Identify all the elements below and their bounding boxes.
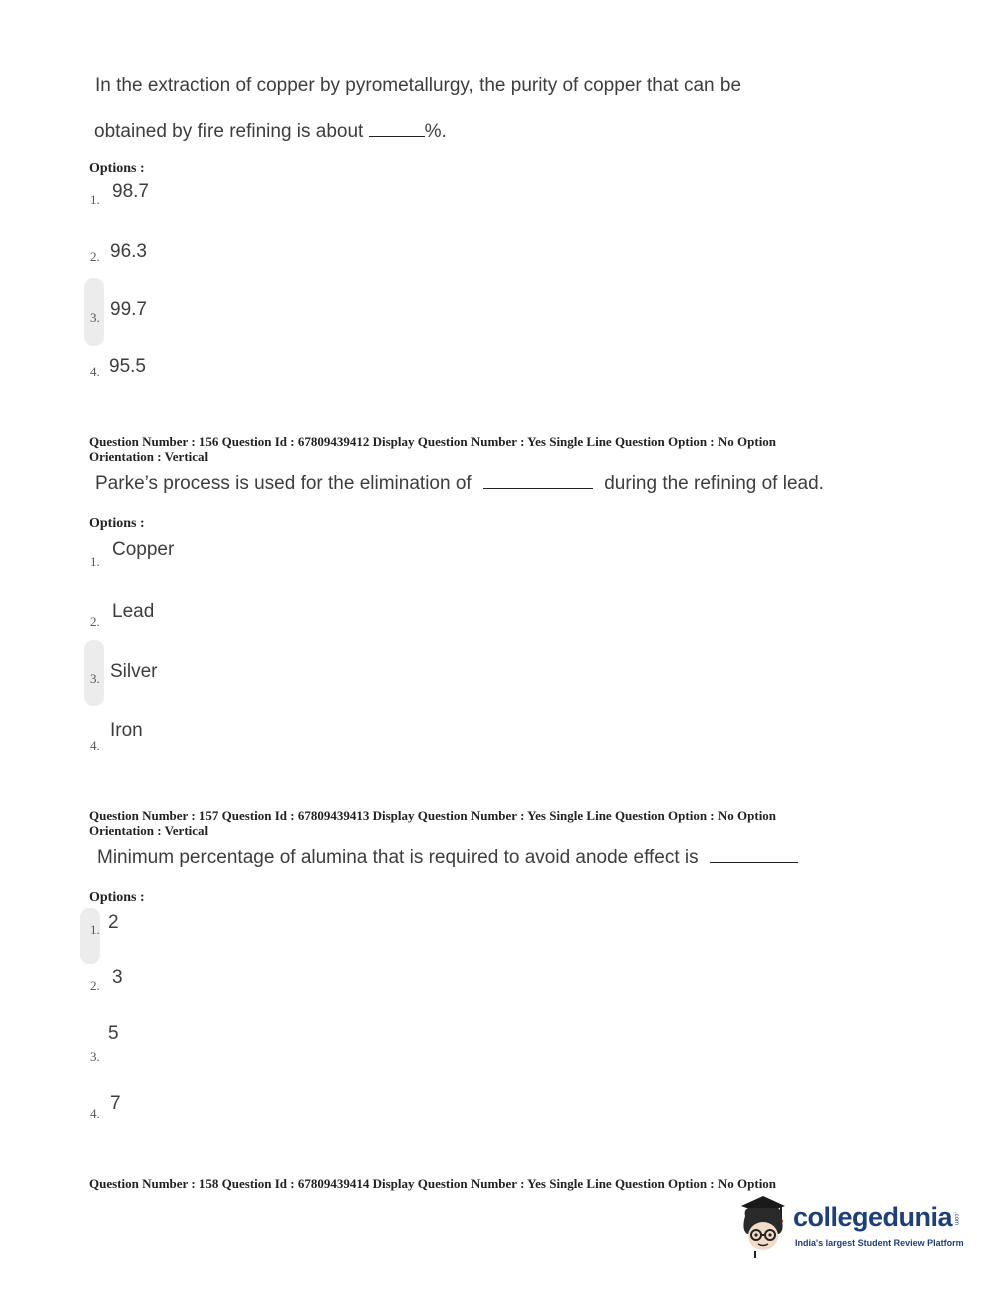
question-meta (89, 808, 776, 838)
option-value[interactable]: 7 (110, 1093, 121, 1114)
logo-tagline: India's largest Student Review Platform (795, 1238, 964, 1248)
option-value[interactable]: 96.3 (110, 241, 147, 262)
answer-blank (483, 487, 593, 489)
option-value[interactable]: 5 (108, 1023, 119, 1044)
question-meta-line: Orientation : Vertical (89, 823, 209, 838)
option-number: 4. (90, 364, 100, 379)
option-value[interactable]: Copper (112, 539, 175, 560)
question-text-line: In the extraction of copper by pyrometallurgy, the purity of copper that can be (95, 75, 742, 96)
option-number: 1. (90, 922, 100, 937)
option-number: 4. (90, 1106, 100, 1121)
question-text-fragment: lead. (782, 473, 824, 494)
question-text-fragment: during the refining of (604, 473, 778, 494)
option-number: 3. (90, 1049, 100, 1064)
option-number: 2. (90, 978, 100, 993)
option-value[interactable]: 99.7 (110, 299, 147, 320)
option-number: 2. (90, 614, 100, 629)
question-meta-line: Question Number : 158 Question Id : 67809439414 Display Question Number : Yes Single Line Question Option : No Option (89, 1176, 777, 1191)
question-text-fragment: Parke’s process is used for the elimination of (95, 473, 472, 494)
option-value[interactable]: 95.5 (109, 356, 146, 377)
logo-suffix: .com (953, 1212, 959, 1226)
collegedunia-logo (735, 1190, 965, 1260)
question-text-line (95, 473, 824, 495)
option-number: 2. (90, 249, 100, 264)
question-text-fragment: Minimum percentage of alumina that is required to avoid anode effect is (97, 847, 699, 868)
option-value[interactable]: 98.7 (112, 181, 149, 202)
option-value[interactable]: Lead (112, 601, 155, 622)
options-label: Options : (89, 161, 145, 176)
option-number: 3. (90, 310, 100, 325)
question-text-fragment: obtained by fire refining is about (94, 121, 364, 142)
question-meta-line: Question Number : 157 Question Id : 67809439413 Display Question Number : Yes Single Line Question Option : No Option (89, 808, 777, 823)
question-text-fragment: %. (424, 121, 447, 142)
graduate-mascot-icon (735, 1190, 791, 1258)
option-number: 3. (90, 671, 100, 686)
option-number: 4. (90, 738, 100, 753)
answer-blank (369, 135, 425, 137)
options-label: Options : (89, 890, 145, 905)
option-value[interactable]: 2 (108, 912, 119, 933)
option-value[interactable]: Silver (110, 661, 158, 682)
options-label: Options : (89, 516, 145, 531)
option-value[interactable]: 3 (112, 967, 123, 988)
question-text-line (94, 121, 447, 143)
question-meta (89, 1176, 776, 1191)
question-meta-line: Orientation : Vertical (89, 449, 209, 464)
option-number: 1. (90, 192, 100, 207)
option-number: 1. (90, 554, 100, 569)
question-meta (89, 434, 776, 464)
question-text-line (97, 847, 798, 869)
logo-wordmark: collegedunia (793, 1202, 953, 1232)
question-meta-line: Question Number : 156 Question Id : 67809439412 Display Question Number : Yes Single Line Question Option : No Option (89, 434, 777, 449)
answer-blank (710, 861, 798, 863)
option-value[interactable]: Iron (110, 720, 143, 741)
